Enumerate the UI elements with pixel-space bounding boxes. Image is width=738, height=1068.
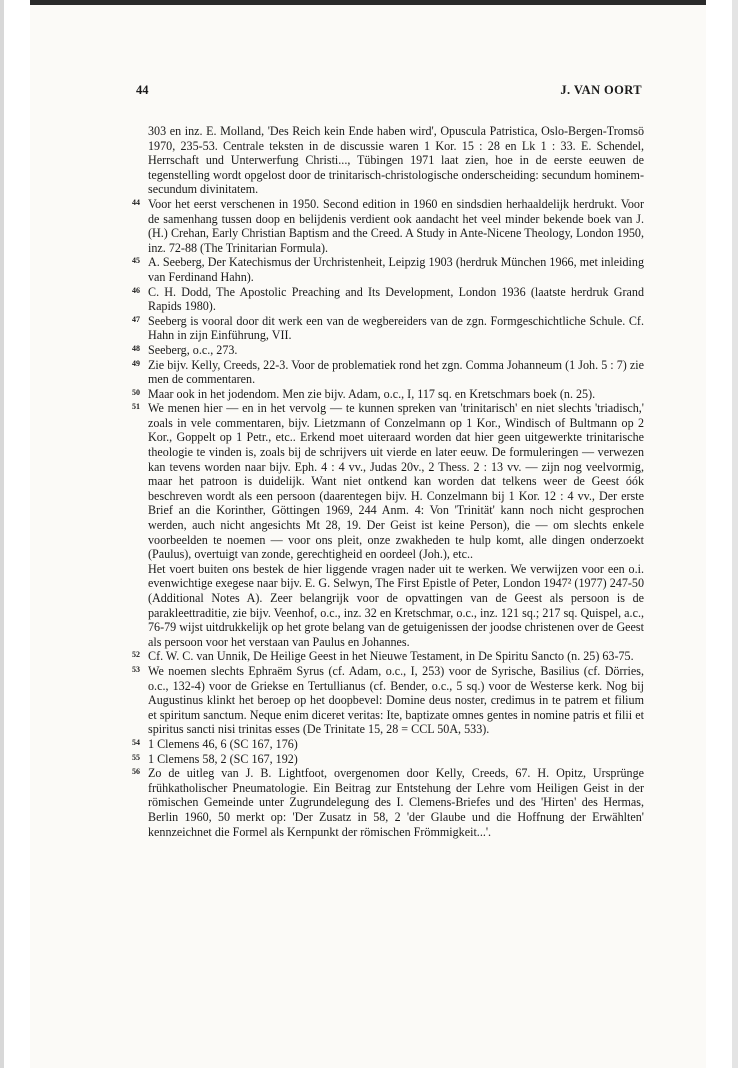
footnote-body xyxy=(148,752,644,767)
footnote-body xyxy=(148,766,644,839)
footnote xyxy=(132,401,644,649)
footnote xyxy=(132,737,644,752)
footnote-number: 53 xyxy=(132,664,140,674)
footnote-text: Maar ook in het jodendom. Men zie bijv. Adam, o.c., I, 117 sq. en Kretschmars boek (n. 25). xyxy=(148,386,596,401)
footnote-number: 55 xyxy=(132,752,140,762)
footnote xyxy=(132,197,644,255)
footnote-body xyxy=(148,197,644,255)
footnote-text: Zo de uitleg van J. B. Lightfoot, overgenomen door Kelly, Creeds, 67. H. Opitz, Ursprünge frühkatholischer Pneumatologie. Ein Beitrag zur Entstehung der Lehre vom Heiligen Geist in der römischen Gemeinde unter Zugrundelegung des I. Clemens-Briefes und des 'Hirten' des Hermas, Berlin 1960, 50 merkt op: 'Der Zusatz in 58, 2 'der Glaube und die Hoffnung der Erwählten' kennzeichnet die Formel als Kernpunkt der römischen Frömmigkeit...'. xyxy=(148,766,644,839)
scan-edge-left xyxy=(0,0,4,1068)
footnote-text: 303 en inz. E. Molland, 'Des Reich kein Ende haben wird', Opuscula Patristica, Oslo-Bergen-Tromsö 1970, 235-53. Centrale teksten in de discussie waren 1 Kor. 15 : 28 en Lk 1 : 33. E. Schendel, Herrschaft und Unterwerfung Christi..., Tübingen 1971 laat zien, hoe in de eerste eeuwen de tegenstelling wordt opgelost door de trinitarisch-christologische onderscheiding: secundum hominem-secundum divinitatem. xyxy=(148,124,644,197)
running-head-author: J. VAN OORT xyxy=(560,83,642,97)
footnote xyxy=(132,649,644,664)
footnote-number: 46 xyxy=(132,285,140,295)
footnote xyxy=(132,285,644,314)
running-head xyxy=(136,83,642,101)
footnote-body xyxy=(148,737,644,752)
footnote-body xyxy=(148,124,644,197)
footnote-number: 44 xyxy=(132,197,140,207)
footnote-number: 51 xyxy=(132,402,140,412)
footnote-body xyxy=(148,387,644,402)
footnote-number: 48 xyxy=(132,343,140,353)
footnote xyxy=(132,314,644,343)
footnote-body xyxy=(148,358,644,387)
footnote-text: Cf. W. C. van Unnik, De Heilige Geest in het Nieuwe Testament, in De Spiritu Sancto (n. 25) 63-75. xyxy=(148,649,634,664)
footnote-text: 1 Clemens 58, 2 (SC 167, 192) xyxy=(148,751,298,766)
footnote xyxy=(132,387,644,402)
footnote-body xyxy=(148,343,644,358)
footnote-number: 49 xyxy=(132,358,140,368)
footnote xyxy=(132,766,644,839)
footnote-number: 45 xyxy=(132,256,140,266)
footnote xyxy=(132,124,644,197)
footnote-text: Het voert buiten ons bestek de hier liggende vragen nader uit te werken. We verwijzen voor een o.i. evenwichtige exegese naar bijv. E. G. Selwyn, The First Epistle of Peter, London 1947² (1977) 247-50 (Additional Notes A). Zeer belangrijk voor de opvattingen van de Geest als persoon is de parakleettraditie, zie bijv. Veenhof, o.c., inz. 32 en Kretschmar, o.c., inz. 121 sq.; 217 sq. Quispel, a.c., 76-79 wijst uitdrukkelijk op het grote belang van de getuigenissen der joodse christenen over de Geest als persoon voor het verstaan van Paulus en Johannes. xyxy=(148,561,644,649)
footnote-text: Voor het eerst verschenen in 1950. Second edition in 1960 en sindsdien herhaaldelijk herdrukt. Voor de samenhang tussen doop en belijdenis verdient ook aandacht het veel minder bekende boek van J. (H.) Crehan, Early Christian Baptism and the Creed. A Study in Ante-Nicene Theology, London 1950, inz. 72-88 (The Trinitarian Formula). xyxy=(148,196,644,255)
footnote-body xyxy=(148,664,644,737)
footnote xyxy=(132,343,644,358)
footnote-number: 52 xyxy=(132,650,140,660)
footnote-body xyxy=(148,314,644,343)
footnote-text: 1 Clemens 46, 6 (SC 167, 176) xyxy=(148,736,298,751)
footnote-body xyxy=(148,255,644,284)
footnote-number: 47 xyxy=(132,314,140,324)
footnote-text: C. H. Dodd, The Apostolic Preaching and Its Development, London 1936 (laatste herdruk Grand Rapids 1980). xyxy=(148,284,644,314)
footnote xyxy=(132,358,644,387)
footnote-number: 54 xyxy=(132,737,140,747)
page-number: 44 xyxy=(136,83,149,97)
footnote-number: 50 xyxy=(132,387,140,397)
footnote-text: Seeberg is vooral door dit werk een van de wegbereiders van de zgn. Formgeschichtliche Schule. Cf. Hahn in zijn Einführung, VII. xyxy=(148,313,644,343)
footnote-text: Zie bijv. Kelly, Creeds, 22-3. Voor de problematiek rond het zgn. Comma Johanneum (1 Joh. 5 : 7) zie men de commentaren. xyxy=(148,357,644,387)
footnote-text: We noemen slechts Ephraëm Syrus (cf. Adam, o.c., I, 253) voor de Syrische, Basilius (cf. Dörries, o.c., 132-4) voor de Griekse en Tertullianus (cf. Bender, o.c., 5 sq.) voor de Westerse kerk. Nog bij Augustinus klinkt het beroep op het doopbevel: Domine deus noster, credimus in te patrem et filium et spiritum sanctum. Neque enim diceret veritas: Ite, baptizate omnes gentes in nomine patris et filii et spiritus sancti nisi trinitas esses (De Trinitate 15, 28 = CCL 50A, 533). xyxy=(148,663,644,737)
footnote xyxy=(132,664,644,737)
footnote-text: We menen hier — en in het vervolg — te kunnen spreken van 'trinitarisch' en niet slechts 'triadisch,' zoals in vele commentaren, bijv. Lietzmann of Conzelmann op 1 Kor., Windisch of Bultmann op 2 Kor., Goppelt op 1 Petr., etc.. Erkend moet uiteraard worden dat hier geen uitgewerkte trinitarische theologie te vinden is, zoals bij de schrijvers uit vierde en later eeuw. De formuleringen — verwezen kan tevens worden naar bijv. Eph. 4 : 4 vv., Judas 20v., 2 Thess. 2 : 13 vv. — zijn nog veelvormig, maar het patroon is duidelijk. Want niet ontkend kan worden dat telkens weer de Geest óók beschreven wordt als een persoon (daarentegen bijv. H. Conzelmann bij 1 Kor. 12 : 4 vv., Der erste Brief an die Korinther, Göttingen 1969, 244 Anm. 4: Von 'Trinität' kann noch nicht gesprochen werden, auch nicht angesichts Mt 28, 19. Der Geist ist keine Person), die — om slechts enkele voorbeelden te noemen — voor ons pleit, onze zwakheden te hulp komt, alle dingen onderzoekt (Paulus), overtuigt van zonde, gerechtigheid en oordeel (Joh.), etc.. xyxy=(148,401,644,562)
footnote-body xyxy=(148,285,644,314)
scan-edge-right xyxy=(732,0,738,1068)
footnote-number: 56 xyxy=(132,767,140,777)
footnote-text: A. Seeberg, Der Katechismus der Urchristenheit, Leipzig 1903 (herdruk München 1966, met inleiding van Ferdinand Hahn). xyxy=(148,255,644,284)
footnote-text: Seeberg, o.c., 273. xyxy=(148,342,238,357)
footnote xyxy=(132,752,644,767)
footnotes xyxy=(132,124,644,839)
footnote-body xyxy=(148,401,644,649)
footnote-body xyxy=(148,649,644,664)
footnote xyxy=(132,255,644,284)
